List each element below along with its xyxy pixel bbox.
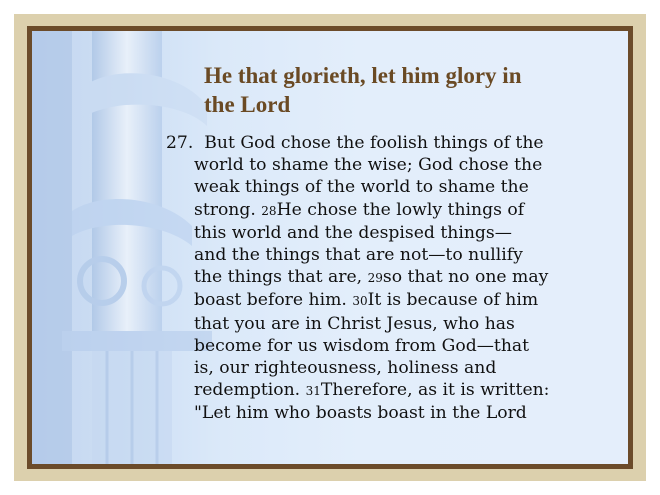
body-text: so that no one may: [382, 267, 549, 288]
body-line-11: is, our righteousness, holiness and: [194, 358, 497, 379]
body-text: It is because of him: [367, 290, 539, 311]
body-text: Therefore, as it is written:: [320, 380, 550, 401]
scripture-text: [166, 132, 606, 425]
body-line-2: world to shame the wise; God chose the: [194, 155, 543, 176]
body-text: But God chose the foolish things of the: [204, 133, 544, 153]
body-line-9: that you are in Christ Jesus, who has: [194, 313, 515, 334]
body-line-3: weak things of the world to shame the: [194, 177, 529, 198]
list-number: 27.: [166, 133, 194, 153]
verse-number: 28: [261, 203, 277, 218]
body-line-5: this world and the despised things—: [194, 222, 512, 243]
verse-number: 29: [367, 271, 383, 286]
verse-number: 30: [352, 294, 368, 309]
slide-canvas: [32, 31, 628, 464]
verse-number: 31: [305, 384, 321, 399]
body-text: He chose the lowly things of: [276, 199, 525, 220]
body-line-12: [166, 379, 606, 402]
slide-title: [204, 61, 604, 119]
body-text: boast before him.: [194, 290, 347, 311]
body-line-6: and the things that are not—to nullify: [194, 245, 523, 266]
body-line-8: [166, 289, 606, 312]
body-line-7: [166, 266, 606, 289]
body-line-1: [166, 132, 606, 154]
body-text: the things that are,: [194, 267, 363, 288]
title-line-1: He that glorieth, let him glory in: [204, 63, 522, 88]
title-line-2: the Lord: [204, 92, 291, 117]
body-text: strong.: [194, 199, 256, 220]
body-line-10: become for us wisdom from God—that: [194, 335, 530, 356]
body-line-4: [166, 199, 606, 222]
body-text: redemption.: [194, 380, 301, 401]
body-line-13: "Let him who boasts boast in the Lord: [194, 403, 527, 424]
